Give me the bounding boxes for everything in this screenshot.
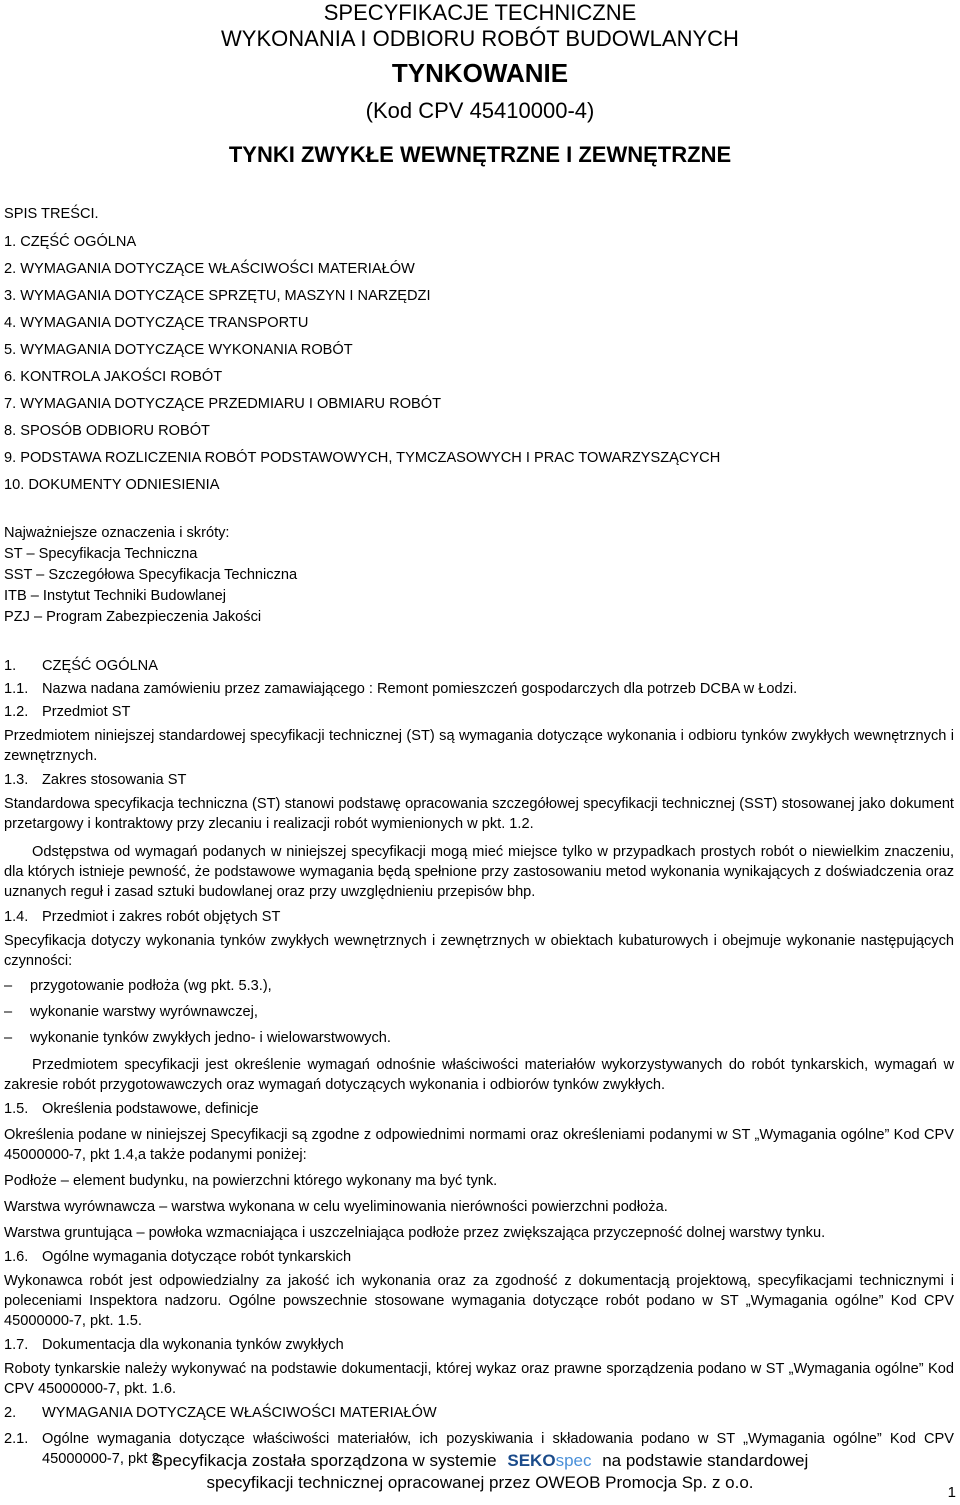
section-1-7-heading: 1.7. Dokumentacja dla wykonania tynków zwykłych [4, 1337, 344, 1353]
abbreviation-item: ITB – Instytut Techniki Budowlanej [4, 588, 226, 604]
list-item: – przygotowanie podłoża (wg pkt. 5.3.), [4, 978, 272, 994]
footer-text-post: na podstawie standardowej [602, 1451, 809, 1470]
toc-item: 9. PODSTAWA ROZLICZENIA ROBÓT PODSTAWOWYCH, TYMCZASOWYCH I PRAC TOWARZYSZĄCYCH [4, 450, 721, 466]
section-1-4-text: Specyfikacja dotyczy wykonania tynków zwykłych wewnętrznych i zewnętrznych w obiektach kubaturowych i obejmuje wykonanie następujących czynności: [4, 933, 954, 969]
section-1-3-text: Standardowa specyfikacja techniczna (ST) stanowi podstawę opracowania szczegółowej specyfikacji technicznej (SST) stosowanej jako dokument przetargowy i kontraktowy przy zlecaniu i realizacji robót wymienionych w pkt. 1.2. [4, 796, 954, 832]
definition-substrate: Podłoże – element budynku, na powierzchni którego wykonany ma być tynk. [4, 1173, 498, 1189]
scope-list [4, 975, 954, 1049]
footer-line-2: specyfikacji technicznej opracowanej przez OWEOB Promocja Sp. z o.o. [206, 1473, 754, 1492]
abbreviations [4, 523, 954, 628]
toc-item: 8. SPOSÓB ODBIORU ROBÓT [4, 423, 210, 439]
abbreviation-item: SST – Szczegółowa Specyfikacja Techniczna [4, 567, 298, 583]
toc-item: 7. WYMAGANIA DOTYCZĄCE PRZEDMIARU I OBMIARU ROBÓT [4, 396, 442, 412]
section-1-6-heading: 1.6. Ogólne wymagania dotyczące robót tynkarskich [4, 1249, 352, 1265]
toc-item: 5. WYMAGANIA DOTYCZĄCE WYKONANIA ROBÓT [4, 342, 353, 358]
section-1-4-text-2: Przedmiotem specyfikacji jest określenie wymagań odnośnie właściwości materiałów wykorzystywanych do robót tynkarskich, wymagań w zakresie robót przygotowawczych oraz wymagań dotyczących wykonania i odbiorów tynków zwykłych. [4, 1057, 954, 1093]
toc-item: 2. WYMAGANIA DOTYCZĄCE WŁAŚCIWOŚCI MATERIAŁÓW [4, 261, 415, 277]
section-1-2-heading: 1.2. Przedmiot ST [4, 704, 131, 720]
header-line1: SPECYFIKACJE TECHNICZNE [323, 0, 637, 25]
toc-title: SPIS TREŚCI. [4, 206, 99, 222]
header-line2: WYKONANIA I ODBIORU ROBÓT BUDOWLANYCH [221, 26, 739, 51]
toc-item: 6. KONTROLA JAKOŚCI ROBÓT [4, 369, 223, 385]
document-body [4, 204, 954, 1469]
document-subtitle: TYNKI ZWYKŁE WEWNĘTRZNE I ZEWNĘTRZNE [228, 142, 732, 167]
document-title: TYNKOWANIE [391, 58, 569, 88]
section-1-heading: 1. CZĘŚĆ OGÓLNA [4, 658, 158, 674]
footer-text-pre: Specyfikacja została sporządzona w systemie [151, 1451, 497, 1470]
toc-item: 1. CZĘŚĆ OGÓLNA [4, 234, 137, 250]
abbreviation-item: PZJ – Program Zabezpieczenia Jakości [4, 609, 262, 625]
abbreviation-item: ST – Specyfikacja Techniczna [4, 546, 198, 562]
table-of-contents [4, 229, 954, 499]
section-2-1: 2.1. Ogólne wymagania dotyczące właściwości materiałów, ich pozyskiwania i składowania podano w ST „Wymagania ogólne” Kod CPV 45000000-7, pkt 2 [4, 1431, 954, 1467]
toc-item: 4. WYMAGANIA DOTYCZĄCE TRANSPORTU [4, 315, 309, 331]
toc-item: 3. WYMAGANIA DOTYCZĄCE SPRZĘTU, MASZYN I NARZĘDZI [4, 288, 431, 304]
section-1-5-heading: 1.5. Określenia podstawowe, definicje [4, 1101, 259, 1117]
cpv-code: (Kod CPV 45410000-4) [365, 98, 595, 123]
sekospec-logo: SEKOspec [507, 1451, 592, 1470]
section-2-heading: 2. WYMAGANIA DOTYCZĄCE WŁAŚCIWOŚCI MATERIAŁÓW [4, 1405, 437, 1421]
page-footer [0, 1450, 960, 1494]
section-1-3-heading: 1.3. Zakres stosowania ST [4, 772, 187, 788]
section-1-5-text: Określenia podane w niniejszej Specyfikacji są zgodne z odpowiednimi normami oraz określeniami podanymi w ST „Wymagania ogólne” Kod CPV 45000000-7, pkt 1.4,a także podanymi poniżej: [4, 1127, 954, 1163]
list-item: – wykonanie tynków zwykłych jedno- i wielowarstwowych. [4, 1030, 391, 1046]
page-number: 1 [947, 1484, 956, 1501]
section-1-6-text: Wykonawca robót jest odpowiedzialny za jakość ich wykonania oraz za zgodność z dokumentacją projektową, specyfikacjami technicznymi i poleceniami Inspektora nadzoru. Ogólne powszechnie stosowane wymagania dotyczące robót podano w ST „Wymagania ogólne” Kod CPV 45000000-7, pkt. 1.5. [4, 1273, 954, 1329]
definition-primer-layer: Warstwa gruntująca – powłoka wzmacniająca i uszczelniająca podłoże przez zwiększająca przyczepność dolnej warstwy tynku. [4, 1225, 826, 1241]
section-1-2-text: Przedmiotem niniejszej standardowej specyfikacji technicznej (ST) są wymagania dotyczące wykonania i odbioru tynków zwykłych wewnętrznych i zewnętrznych. [4, 728, 954, 764]
section-1-3-text-2: Odstępstwa od wymagań podanych w niniejszej specyfikacji mogą mieć miejsce tylko w przypadkach prostych robót o niewielkim znaczeniu, dla których istnieje pewność, że podstawowe wymagania będą spełnione przy zastosowaniu metod wykonania wynikających z doświadczenia oraz uznanych reguł i zasad sztuki budowlanej oraz przy uwzględnieniu przepisów bhp. [4, 844, 954, 900]
abbreviations-title: Najważniejsze oznaczenia i skróty: [4, 525, 230, 541]
section-1-7-text: Roboty tynkarskie należy wykonywać na podstawie dokumentacji, której wykaz oraz prawne sporządzenia podano w ST „Wymagania ogólne” Kod CPV 45000000-7, pkt. 1.6. [4, 1361, 954, 1397]
section-1-1-heading: 1.1. Nazwa nadana zamówieniu przez zamawiającego : Remont pomieszczeń gospodarczych dla potrzeb DCBA w Łodzi. [4, 681, 798, 697]
section-1-4-heading: 1.4. Przedmiot i zakres robót objętych ST [4, 909, 281, 925]
toc-item: 10. DOKUMENTY ODNIESIENIA [4, 477, 220, 493]
list-item: – wykonanie warstwy wyrównawczej, [4, 1004, 258, 1020]
definition-leveling-layer: Warstwa wyrównawcza – warstwa wykonana w celu wyeliminowania nierówności powierzchni podłoża. [4, 1199, 668, 1215]
